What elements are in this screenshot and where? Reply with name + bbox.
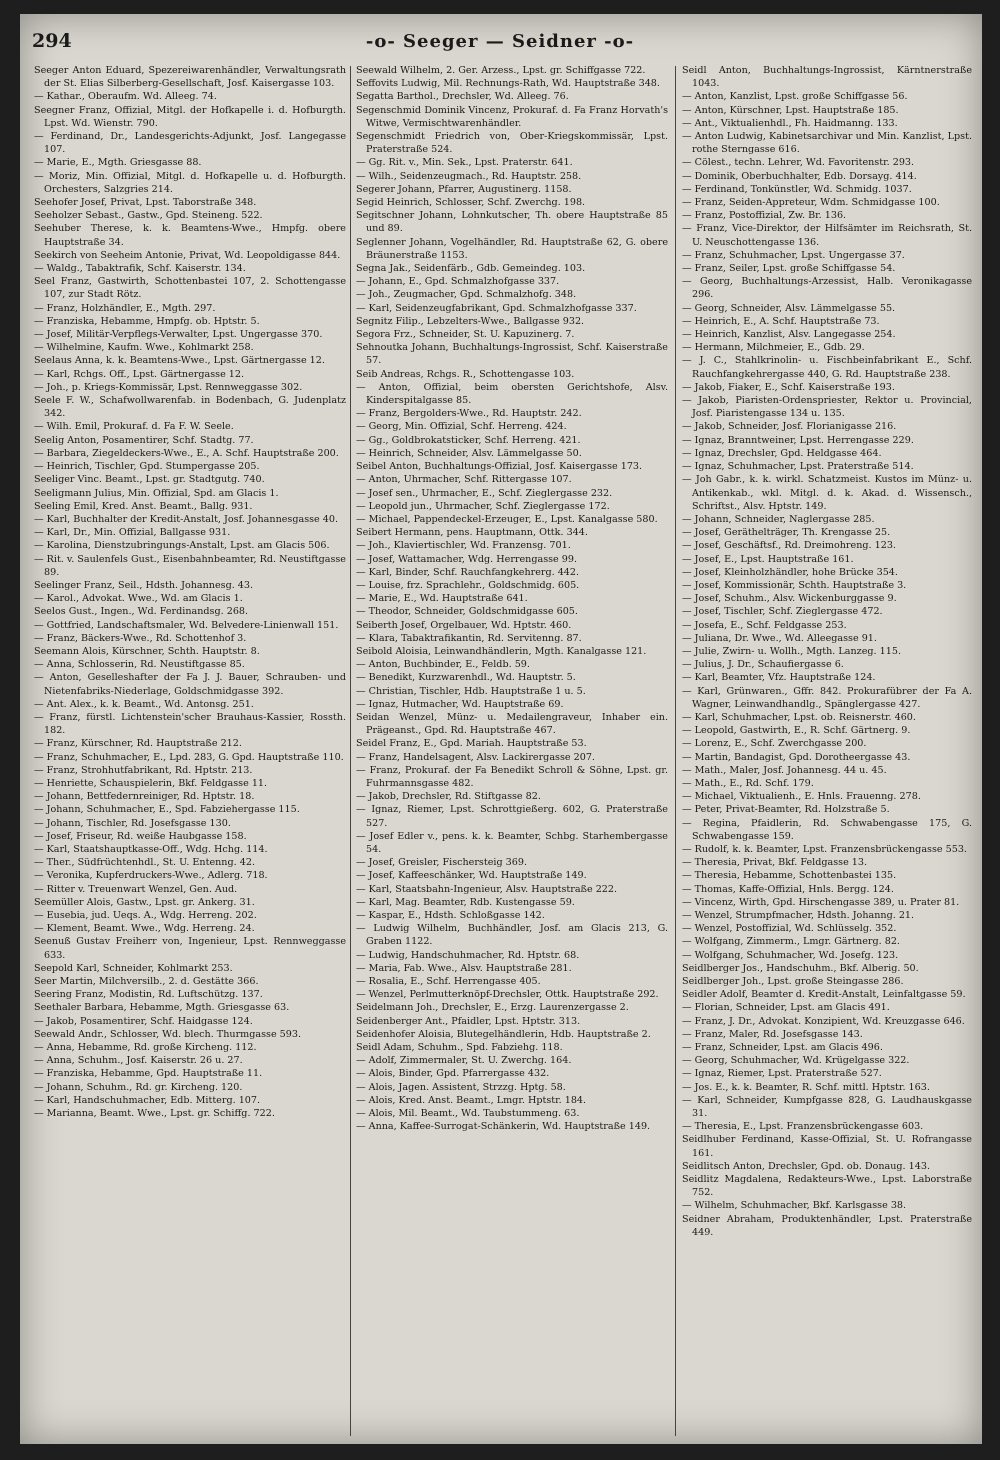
directory-entry: Segitschner Johann, Lohnkutscher, Th. obere Hauptstraße 85 und 89. [356,210,668,235]
directory-entry: — Eusebia, jud. Ueqs. A., Wdg. Herreng. 202. [34,910,257,921]
directory-entry: — Moriz, Min. Offizial, Mitgl. d. Hofkapelle u. d. Hofburgth. Orchesters, Salzgries 214. [34,170,346,195]
directory-entry: — Josef, Greisler, Fischersteig 369. [356,857,528,869]
directory-entry: Segora Frz., Schneider, St. U. Kapuzinerg. 7. [356,329,575,341]
directory-entry: Seehuber Therese, k. k. Beamtens-Wwe., Hmpfg. obere Hauptstraße 34. [34,223,346,248]
directory-entry: — Michael, Viktualienh., E. Hnls. Frauenng. 278. [682,791,921,803]
directory-entry: — Klement, Beamt. Wwe., Wdg. Herreng. 24. [34,923,255,935]
directory-entry: Seidenberger Ant., Pfaidler, Lpst. Hptstr. 313. [356,1015,581,1027]
directory-entry: — Gg., Goldbrokatsticker, Schf. Herreng. 421. [356,434,581,446]
directory-entry: — Georg, Buchhaltungs-Arzessist, Halb. Veronikagasse 296. [682,276,972,301]
directory-entry: — Ignaz, Schuhmacher, Lpst. Praterstraße 514. [682,461,914,473]
directory-entry: Seehofer Josef, Privat, Lpst. Taborstraße 348. [34,197,257,209]
directory-entry: — Franziska, Hebamme, Hmpfg. ob. Hptstr. 5. [34,315,260,327]
directory-entry: — Johann, Schuhmacher, E., Spd. Fabziehergasse 115. [34,804,300,816]
directory-entry: — Karl, Staatsbahn-Ingenieur, Alsv. Hauptstraße 222. [356,883,618,895]
directory-entry: — Ant., Viktualienhdl., Fh. Haidmanng. 133. [682,117,898,129]
directory-entry: — Ferdinand, Tonkünstler, Wd. Schmidg. 1037. [682,183,912,195]
directory-entry: — Wenzel, Postoffizial, Wd. Schlüsselg. 352. [682,923,897,935]
directory-entry: — Marie, E., Mgth. Griesgasse 88. [34,157,202,169]
directory-entry: — Louise, frz. Sprachlehr., Goldschmidg. 605. [356,579,580,591]
directory-entry: — Georg, Schuhmacher, Wd. Krügelgasse 322. [682,1055,910,1067]
directory-entry: — Julius, J. Dr., Schaufiergasse 6. [682,659,844,671]
directory-entry: — Franz, Holzhändler, E., Mgth. 297. [34,302,216,314]
directory-entry: — Rosalia, E., Schf. Herrengasse 405. [356,976,541,988]
directory-entry: — Anna, Schuhm., Josf. Kaiserstr. 26 u. 27. [34,1055,243,1067]
page-header [32,30,968,60]
directory-entry: — Gg. Rit. v., Min. Sek., Lpst. Praterstr. 641. [356,157,573,169]
directory-entry: — Anton, Uhrmacher, Schf. Rittergasse 107. [356,474,572,486]
directory-entry: — Johann, Schuhm., Rd. gr. Kircheng. 120. [34,1081,243,1093]
directory-entry: — Peter, Privat-Beamter, Rd. Holzstraße 5. [682,804,890,816]
directory-entry: — Franz, Schuhmacher, E., Lpd. 283, G. Gpd. Hauptstraße 110. [34,751,344,763]
directory-entry: — Heinrich, Schneider, Alsv. Lämmelgasse 50. [356,447,582,459]
directory-entry: Seidler Adolf, Beamter d. Kredit-Anstalt, Leinfaltgasse 59. [682,989,966,1001]
directory-entry: — Wilhelmine, Kaufm. Wwe., Kohlmarkt 258. [34,342,254,354]
directory-entry: — Theodor, Schneider, Goldschmidgasse 605. [356,606,578,618]
directory-entry: — Johann, Schneider, Naglergasse 285. [682,513,875,525]
directory-entry: — Ferdinand, Dr., Landesgerichts-Adjunkt, Josf. Langegasse 107. [34,131,346,156]
directory-entry: — Regina, Pfaidlerin, Rd. Schwabengasse 175, G. Schwabengasse 159. [682,817,972,842]
column-3 [682,64,972,1439]
directory-entry: — Karl, Dr., Min. Offizial, Ballgasse 931. [34,527,231,539]
directory-entry: Seib Andreas, Rchgs. R., Schottengasse 103. [356,368,575,380]
directory-entry: — Rudolf, k. k. Beamter, Lpst. Franzensbrückengasse 553. [682,843,967,855]
directory-entry: Seiberth Josef, Orgelbauer, Wd. Hptstr. 460. [356,619,572,631]
directory-entry: Seering Franz, Modistin, Rd. Luftschützg. 137. [34,989,263,1001]
directory-entry: — Lorenz, E., Schf. Zwerchgasse 200. [682,738,867,750]
directory-entry: — Cölest., techn. Lehrer, Wd. Favoritenstr. 293. [682,157,915,169]
directory-entry: — Juliana, Dr. Wwe., Wd. Alleegasse 91. [682,632,877,644]
directory-entry: Seeger Anton Eduard, Spezereiwarenhändler, Verwaltungsrath der St. Elias Silberberg-Gesellschaft, Josf. Kaisergasse 103. [34,65,346,90]
directory-entry: Seffovits Ludwig, Mil. Rechnungs-Rath, Wd. Hauptstraße 348. [356,78,660,90]
column-divider [675,66,676,1436]
directory-entry: — Josef, Kaffeeschänker, Wd. Hauptstraße 149. [356,870,587,882]
directory-entry: — Franz, J. Dr., Advokat. Konzipient, Wd. Kreuzgasse 646. [682,1015,965,1027]
directory-entry: Seeholzer Sebast., Gastw., Gpd. Steineng. 522. [34,210,263,222]
directory-entry: — Karl, Handschuhmacher, Edb. Mitterg. 107. [34,1094,261,1106]
directory-entry: — Georg, Min. Offizial, Schf. Herreng. 424. [356,421,567,433]
directory-entry: — Jos. E., k. k. Beamter, R. Schf. mittl. Hptstr. 163. [682,1081,930,1093]
directory-entry: Seethaler Barbara, Hebamme, Mgth. Griesgasse 63. [34,1002,290,1014]
directory-entry: Seel Franz, Gastwirth, Schottenbastei 107, 2. Schottengasse 107, zur Stadt Rötz. [34,276,346,301]
directory-entry: — Dominik, Oberbuchhalter, Edb. Dorsayg. 414. [682,170,917,182]
directory-entry: Seidlitsch Anton, Drechsler, Gpd. ob. Donaug. 143. [682,1160,931,1172]
directory-entry: — Anton, Geselleshafter der Fa J. J. Bauer, Schrauben- und Nietenfabriks-Niederlage, Goldschmidgasse 392. [34,672,346,697]
directory-entry: Seidner Abraham, Produktenhändler, Lpst. Praterstraße 449. [682,1213,972,1238]
directory-entry: Seidlhuber Ferdinand, Kasse-Offizial, St. U. Rofrangasse 161. [682,1134,972,1159]
directory-entry: Seenuß Gustav Freiherr von, Ingenieur, Lpst. Rennweggasse 633. [34,936,346,961]
directory-entry: — Joh., Zeugmacher, Gpd. Schmalzhofg. 348. [356,289,577,301]
directory-entry: — Waldg., Tabaktrafik, Schf. Kaiserstr. 134. [34,263,246,275]
directory-entry: — Alois, Binder, Gpd. Pfarrergasse 432. [356,1068,550,1080]
directory-page [20,14,982,1444]
directory-entry: — Josef, Militär-Verpflegs-Verwalter, Lpst. Ungergasse 370. [34,329,323,341]
directory-entry: Sehnoutka Johann, Buchhaltungs-Ingrossist, Schf. Kaiserstraße 57. [356,342,668,367]
directory-entry: Seelinger Franz, Seil., Hdsth. Johannesg. 43. [34,579,254,591]
directory-entry: Seelaus Anna, k. k. Beamtens-Wwe., Lpst. Gärtnergasse 12. [34,355,325,367]
directory-entry: — Josef sen., Uhrmacher, E., Schf. Zieglergasse 232. [356,487,613,499]
directory-entry: Segna Jak., Seidenfärb., Gdb. Gemeindeg. 103. [356,263,586,275]
directory-entry: — Theresia, E., Lpst. Franzensbrückengasse 603. [682,1121,924,1133]
directory-entry: — Ludwig Wilhelm, Buchhändler, Josf. am Glacis 213, G. Graben 1122. [356,923,668,948]
directory-entry: Seidel Franz, E., Gpd. Mariah. Hauptstraße 53. [356,738,587,750]
directory-entry: Seidl Anton, Buchhaltungs-Ingrossist, Kärntnerstraße 1043. [682,65,972,90]
directory-entry: — Math., E., Rd. Schf. 179. [682,777,814,789]
directory-entry: — Karl, Schuhmacher, Lpst. ob. Reisnerstr. 460. [682,711,916,723]
directory-entry: — Henriette, Schauspielerin, Bkf. Feldgasse 11. [34,777,268,789]
directory-entry: Segid Heinrich, Schlosser, Schf. Zwerchg. 198. [356,197,586,209]
directory-entry: — Hermann, Milchmeier, E., Gdb. 29. [682,342,865,354]
directory-entry: — Alois, Kred. Anst. Beamt., Lmgr. Hptstr. 184. [356,1094,587,1106]
directory-entry: Segenschmid Dominik Vincenz, Prokuraf. d. Fa Franz Horvath's Witwe, Vermischtwarenhändler. [356,104,668,129]
directory-entry: Seer Martin, Milchversilb., 2. d. Gestätte 366. [34,976,259,988]
directory-entry: — Karl, Schneider, Kumpfgasse 828, G. Laudhauskgasse 31. [682,1094,972,1120]
directory-entry: — Josef, Schuhm., Alsv. Wickenburggasse 9. [682,593,897,605]
directory-entry: — Franz, Seiden-Appreteur, Wdm. Schmidgasse 100. [682,197,940,209]
directory-entry: — Johann, E., Gpd. Schmalzhofgasse 337. [356,276,560,288]
directory-entry: — Wolfgang, Zimmerm., Lmgr. Gärtnerg. 82. [682,936,900,948]
directory-entry: — Karl, Buchhalter der Kredit-Anstalt, Josf. Johannesgasse 40. [34,513,339,525]
directory-entry: Seegner Franz, Offizial, Mitgl. der Hofkapelle i. d. Hofburgth. Lpst. Wd. Wienstr. 790. [34,104,346,129]
directory-entry: — Johann, Bettfedernreiniger, Rd. Hptstr. 18. [34,791,255,803]
directory-entry: — Josef, Kleinholzhändler, hohe Brücke 354. [682,566,898,578]
directory-entry: — Franz, Kürschner, Rd. Hauptstraße 212. [34,738,242,750]
directory-entry: — Kaspar, E., Hdsth. Schloßgasse 142. [356,910,545,921]
directory-entry: — Josef, E., Lpst. Hauptstraße 161. [682,553,854,565]
directory-entry: — Anton Ludwig, Kabinetsarchivar und Min. Kanzlist, Lpst. rothe Sterngasse 616. [682,131,972,156]
directory-entry: — Heinrich, E., A. Schf. Hauptstraße 73. [682,315,880,327]
directory-entry: — Karl, Beamter, Vfz. Hauptstraße 124. [682,672,876,684]
directory-entry: — Karl, Staatshauptkasse-Off., Wdg. Hchg. 114. [34,843,268,855]
directory-entry: — Karl, Mag. Beamter, Rdb. Kustengasse 59. [356,896,575,908]
directory-entry: Seepold Karl, Schneider, Kohlmarkt 253. [34,962,233,974]
directory-entry: — Ignaz, Riemer, Lpst. Schrottgießerg. 602, G. Praterstraße 527. [356,804,668,829]
directory-entry: — Jakob, Fiaker, E., Schf. Kaiserstraße 193. [682,381,895,393]
directory-entry: — Heinrich, Tischler, Gpd. Stumpergasse 205. [34,461,260,473]
directory-entry: — Karl, Binder, Schf. Rauchfangkehrerg. 442. [356,566,580,578]
directory-entry: — Gottfried, Landschaftsmaler, Wd. Belvedere-Linienwall 151. [34,619,339,631]
directory-entry: — Karl, Grünwaren., Gffr. 842. Prokurafübrer der Fa A. Wagner, Leinwandhandlg., Spänglergasse 427. [682,685,972,710]
directory-entry: — Anna, Kaffee-Surrogat-Schänkerin, Wd. Hauptstraße 149. [356,1121,651,1133]
directory-entry: — Franz, Strohhutfabrikant, Rd. Hptstr. 213. [34,764,253,776]
directory-entry: — Ritter v. Treuenwart Wenzel, Gen. Aud. [34,883,238,895]
directory-entry: Seekirch von Seeheim Antonie, Privat, Wd. Leopoldigasse 844. [34,249,341,261]
directory-entry: — Wilh., Seidenzeugmach., Rd. Hauptstr. 258. [356,170,582,182]
directory-entry: — Wilhelm, Schuhmacher, Bkf. Karlsgasse 38. [682,1200,907,1212]
directory-entry: — Julie, Zwirn- u. Wollh., Mgth. Lanzeg. 115. [682,645,902,657]
directory-entry: — Marianna, Beamt. Wwe., Lpst. gr. Schiffg. 722. [34,1108,275,1120]
directory-entry: — Anna, Hebamme, Rd. große Kircheng. 112. [34,1042,257,1054]
directory-entry: — Florian, Schneider, Lpst. am Glacis 491. [682,1002,890,1014]
directory-entry: — Franz, Prokuraf. der Fa Benedikt Schroll & Söhne, Lpst. gr. Fuhrmannsgasse 482. [356,764,668,789]
directory-entry: — Georg, Schneider, Alsv. Lämmelgasse 55. [682,302,896,314]
directory-entry: — Alois, Jagen. Assistent, Strzzg. Hptg. 58. [356,1081,566,1093]
directory-entry: — Josef, Kommissionär, Schth. Hauptstraße 3. [682,579,907,591]
directory-entry: — Theresia, Privat, Bkf. Feldgasse 13. [682,857,868,869]
directory-entry: Seidlberger Jos., Handschuhm., Bkf. Alberig. 50. [682,962,919,974]
running-title: -o- Seeger — Seidner -o- [365,31,635,52]
directory-entry: Seidlberger Joh., Lpst. große Steingasse 286. [682,976,904,988]
directory-entry: — Thomas, Kaffe-Offizial, Hnls. Bergg. 124. [682,883,894,895]
column-1 [34,64,346,1439]
directory-entry: Seele F. W., Schafwollwarenfab. in Bodenbach, G. Judenplatz 342. [34,395,346,420]
directory-entry: Segerer Johann, Pfarrer, Augustinerg. 1158. [356,183,572,195]
directory-entry: — Franziska, Hebamme, Gpd. Hauptstraße 11. [34,1068,263,1080]
directory-entry: — Veronika, Kupferdruckers-Wwe., Adlerg. 718. [34,870,268,882]
directory-entry: — Anton, Kanzlist, Lpst. große Schiffgasse 56. [682,91,908,103]
directory-entry: Seeliger Vinc. Beamt., Lpst. gr. Stadtgutg. 740. [34,474,265,486]
directory-entry: — Anton, Offizial, beim obersten Gerichtshofe, Alsv. Kinderspitalgasse 85. [356,381,668,407]
directory-entry: — Anna, Schlosserin, Rd. Neustiftgasse 85. [34,659,245,671]
directory-entry: — Math., Maler, Josf. Johannesg. 44 u. 45. [682,764,887,776]
directory-entry: — Vincenz, Wirth, Gpd. Hirschengasse 389, u. Prater 81. [682,896,960,908]
directory-entry: — Ignaz, Hutmacher, Wd. Hauptstraße 69. [356,698,564,710]
directory-entry: Seemüller Alois, Gastw., Lpst. gr. Ankerg. 31. [34,896,255,908]
directory-entry: Seidelmann Joh., Drechsler, E., Erzg. Laurenzergasse 2. [356,1002,629,1014]
directory-entry: — Joh., p. Kriegs-Kommissär, Lpst. Rennweggasse 302. [34,381,303,393]
directory-entry: — Wolfgang, Schuhmacher, Wd. Josefg. 123. [682,949,899,961]
directory-entry: — Ignaz, Branntweiner, Lpst. Herrengasse 229. [682,434,914,446]
directory-entry: — Franz, Maler, Rd. Josefsgasse 143. [682,1028,863,1040]
directory-entry: — Jakob, Posamentirer, Schf. Haidgasse 124. [34,1015,253,1027]
directory-entry: — Christian, Tischler, Hdb. Hauptstraße 1 u. 5. [356,685,586,697]
directory-entry: — Leopold jun., Uhrmacher, Schf. Zieglergasse 172. [356,500,610,512]
directory-entry: — Wilh. Emil, Prokuraf. d. Fa F. W. Seele. [34,421,234,433]
directory-entry: — Josef, Friseur, Rd. weiße Haubgasse 158. [34,830,247,842]
directory-entry: — Ludwig, Handschuhmacher, Rd. Hptstr. 68. [356,949,580,961]
directory-entry: — Joh Gabr., k. k. wirkl. Schatzmeist. Kustos im Münz- u. Antikenkab., wkl. Mitgl. d. k. Akad. d. Wissensch., Schriftst., Alsv. Hptstr. 149. [682,474,972,512]
column-2 [356,64,668,1439]
directory-entry: — Heinrich, Kanzlist, Alsv. Langegasse 254. [682,329,896,341]
directory-entry: — Franz, Postoffizial, Zw. Br. 136. [682,210,847,222]
directory-entry: — Ant. Alex., k. k. Beamt., Wd. Antonsg. 251. [34,698,254,710]
directory-entry: — Franz, fürstl. Lichtenstein'scher Brauhaus-Kassier, Rossth. 182. [34,711,346,737]
directory-entry: — Franz, Bergolders-Wwe., Rd. Hauptstr. 242. [356,408,582,420]
directory-entry: Segenschmidt Friedrich von, Ober-Kriegskommissär, Lpst. Praterstraße 524. [356,131,668,156]
directory-entry: — Adolf, Zimmermaler, St. U. Zwerchg. 164. [356,1055,572,1067]
directory-entry: — Marie, E., Wd. Hauptstraße 641. [356,593,528,605]
directory-entry: — Ignaz, Drechsler, Gpd. Heldgasse 464. [682,447,882,459]
directory-entry: — Karl, Seidenzeugfabrikant, Gpd. Schmalzhofgasse 337. [356,302,637,314]
directory-entry: Seglenner Johann, Vogelhändler, Rd. Hauptstraße 62, G. obere Bräunerstraße 1153. [356,236,668,261]
directory-entry: — Ther., Südfrüchtenhdl., St. U. Entenng. 42. [34,857,255,869]
directory-entry: — Klara, Tabaktrafikantin, Rd. Servitenng. 87. [356,632,582,644]
directory-entry: — Jakob, Drechsler, Rd. Stiftgasse 82. [356,791,541,803]
directory-entry: Seelos Gust., Ingen., Wd. Ferdinandsg. 268. [34,606,249,618]
directory-entry: — Josef, Tischler, Schf. Zieglergasse 472. [682,606,883,618]
directory-entry: — Josef, Geräthelträger, Th. Krengasse 25. [682,527,891,539]
directory-entry: — Karol., Advokat. Wwe., Wd. am Glacis 1. [34,593,243,605]
column-divider [350,66,351,1436]
directory-entry: — Josefa, E., Schf. Feldgasse 253. [682,619,847,631]
directory-entry: — Joh., Klaviertischler, Wd. Franzensg. 701. [356,540,571,552]
directory-entry: Seeligmann Julius, Min. Offizial, Spd. am Glacis 1. [34,487,279,499]
directory-entry: — Josef, Geschäftsf., Rd. Dreimohreng. 123. [682,540,896,552]
directory-entry: — Benedikt, Kurzwarenhdl., Wd. Hauptstr. 5. [356,672,576,684]
directory-entry: — Martin, Bandagist, Gpd. Dorotheergasse 43. [682,751,911,763]
directory-entry: — Franz, Schneider, Lpst. am Glacis 496. [682,1042,883,1054]
directory-entry: Seidlitz Magdalena, Redakteurs-Wwe., Lpst. Laborstraße 752. [682,1174,972,1199]
directory-entry: — Barbara, Ziegeldeckers-Wwe., E., A. Schf. Hauptstraße 200. [34,447,339,459]
directory-entry: — Franz, Vice-Direktor, der Hilfsämter im Reichsrath, St. U. Neuschottengasse 136. [682,223,972,248]
directory-entry: — Franz, Seiler, Lpst. große Schiffgasse 54. [682,263,896,275]
directory-entry: — Franz, Schuhmacher, Lpst. Ungergasse 37. [682,249,905,261]
directory-entry: Seidan Wenzel, Münz- u. Medailengraveur, Inhaber ein. Prägeanst., Gpd. Rd. Hauptstraße 467. [356,711,668,737]
directory-entry: — Wenzel, Perlmutterknöpf-Drechsler, Ottk. Hauptstraße 292. [356,989,659,1001]
directory-entry: — Jakob, Schneider, Josf. Florianigasse 216. [682,421,897,433]
directory-entry: — Anton, Kürschner, Lpst. Hauptstraße 185. [682,104,899,116]
directory-entry: — Karl, Rchgs. Off., Lpst. Gärtnergasse 12. [34,368,245,380]
directory-entry: — Theresia, Hebamme, Schottenbastei 135. [682,870,897,882]
directory-entry: — Karolina, Dienstzubringungs-Anstalt, Lpst. am Glacis 506. [34,540,330,552]
directory-entry: Seewald Wilhelm, 2. Ger. Arzess., Lpst. gr. Schiffgasse 722. [356,65,646,76]
directory-entry: — Jakob, Piaristen-Ordenspriester, Rektor u. Provincial, Josf. Piaristengasse 134 u. 135. [682,395,972,420]
directory-entry: — Ignaz, Riemer, Lpst. Praterstraße 527. [682,1068,882,1080]
directory-entry: Seidl Adam, Schuhm., Spd. Fabziehg. 118. [356,1042,563,1054]
directory-entry: — Maria, Fab. Wwe., Alsv. Hauptstraße 281. [356,962,572,974]
directory-entry: — Rit. v. Saulenfels Gust., Eisenbahnbeamter, Rd. Neustiftgasse 89. [34,553,346,578]
directory-entry: — Alois, Mil. Beamt., Wd. Taubstummeng. 63. [356,1108,580,1120]
directory-entry: — Anton, Buchbinder, E., Feldb. 59. [356,659,530,671]
directory-entry: Seibold Aloisia, Leinwandhändlerin, Mgth. Kanalgasse 121. [356,645,647,657]
directory-entry: — Michael, Pappendeckel-Erzeuger, E., Lpst. Kanalgasse 580. [356,513,658,525]
directory-entry: Seibert Hermann, pens. Hauptmann, Ottk. 344. [356,527,588,539]
directory-entry: — Josef Edler v., pens. k. k. Beamter, Schbg. Starhembergasse 54. [356,830,668,855]
directory-entry: Seewald Andr., Schlosser, Wd. blech. Thurmgasse 593. [34,1028,302,1040]
directory-entry: Seidenhofer Aloisia, Blutegelhändlerin, Hdb. Hauptstraße 2. [356,1028,651,1040]
page-number: 294 [32,30,72,52]
directory-entry: — J. C., Stahlkrinolin- u. Fischbeinfabrikant E., Schf. Rauchfangkehrergasse 440, G. Rd. Hauptstraße 238. [682,355,972,380]
directory-entry: Seibel Anton, Buchhaltungs-Offizial, Josf. Kaisergasse 173. [356,461,643,473]
directory-entry: Segatta Barthol., Drechsler, Wd. Alleeg. 76. [356,91,569,103]
directory-entry: — Franz, Bäckers-Wwe., Rd. Schottenhof 3. [34,632,247,644]
directory-entry: — Leopold, Gastwirth, E., R. Schf. Gärtnerg. 9. [682,725,911,737]
directory-entry: — Josef, Wattamacher, Wdg. Herrengasse 99. [356,553,578,565]
directory-entry: Seemann Alois, Kürschner, Schth. Hauptstr. 8. [34,645,260,657]
directory-entry: — Johann, Tischler, Rd. Josefsgasse 130. [34,817,231,829]
directory-entry: Segnitz Filip., Lebzelters-Wwe., Ballgasse 932. [356,315,585,327]
directory-entry: Seelig Anton, Posamentirer, Schf. Stadtg. 77. [34,434,254,446]
directory-entry: — Kathar., Oberaufm. Wd. Alleeg. 74. [34,91,217,103]
directory-entry: — Wenzel, Strumpfmacher, Hdsth. Johanng. 21. [682,910,915,921]
directory-entry: — Franz, Handelsagent, Alsv. Lackirergasse 207. [356,751,595,763]
directory-entry: Seeling Emil, Kred. Anst. Beamt., Ballg. 931. [34,500,253,512]
